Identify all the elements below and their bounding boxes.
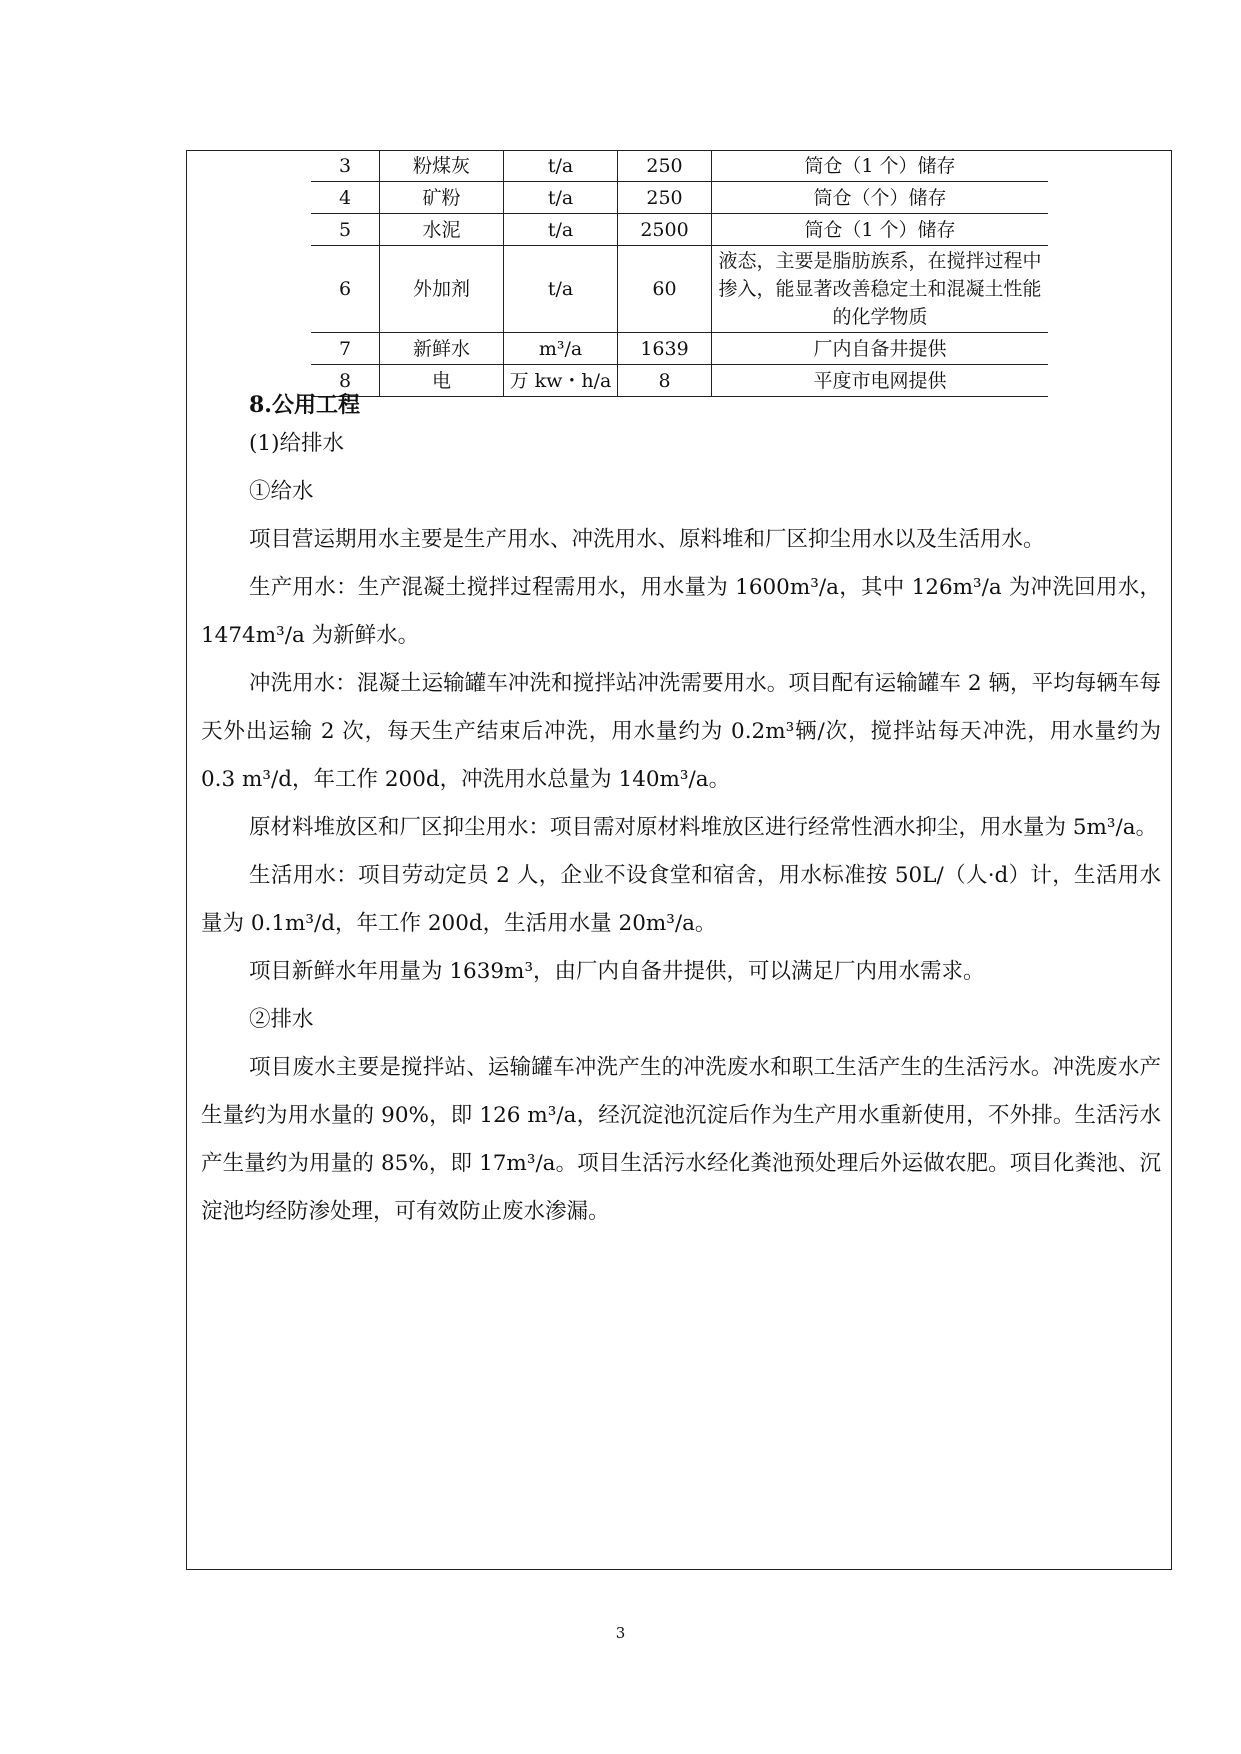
table-row bbox=[311, 214, 1048, 246]
material-name: 粉煤灰 bbox=[380, 150, 504, 182]
row-number: 3 bbox=[311, 150, 380, 182]
paragraph: 项目新鲜水年用量为 1639m³，由厂内自备井提供，可以满足厂内用水需求。 bbox=[249, 959, 985, 984]
material-quantity: 2500 bbox=[618, 214, 712, 246]
material-name: 水泥 bbox=[380, 214, 504, 246]
subsection-heading: (1)给排水 bbox=[249, 431, 344, 456]
row-number: 4 bbox=[311, 182, 380, 214]
utility-section bbox=[201, 390, 1161, 1236]
water-supply-heading: ①给水 bbox=[249, 479, 314, 504]
section-title: 8.公用工程 bbox=[249, 392, 360, 418]
material-name: 电 bbox=[380, 365, 504, 397]
material-name: 矿粉 bbox=[380, 182, 504, 214]
paragraph: 原材料堆放区和厂区抑尘用水：项目需对原材料堆放区进行经常性洒水抑尘，用水量为 5m³/a。 bbox=[249, 815, 1158, 840]
material-quantity: 1639 bbox=[618, 333, 712, 365]
row-number: 6 bbox=[311, 246, 380, 333]
paragraph: 冲洗用水：混凝土运输罐车冲洗和搅拌站冲洗需要用水。项目配有运输罐车 2 辆，平均每辆车每天外出运输 2 次，每天生产结束后冲洗，用水量约为 0.2m³辆/次，搅拌站每天冲洗，用水量约为 0.3 m³/d，年工作 200d，冲洗用水总量为 140m³/a。 bbox=[201, 671, 1161, 792]
table-row bbox=[311, 150, 1048, 182]
material-note: 厂内自备井提供 bbox=[712, 333, 1049, 365]
paragraph: 项目废水主要是搅拌站、运输罐车冲洗产生的冲洗废水和职工生活产生的生活污水。冲洗废水产生量约为用水量的 90%，即 126 m³/a，经沉淀池沉淀后作为生产用水重新使用，不外排。生活污水产生量约为用量的 85%，即 17m³/a。项目生活污水经化粪池预处理后外运做农肥。项目化粪池、沉淀池均经防渗处理，可有效防止废水渗漏。 bbox=[201, 1055, 1161, 1224]
material-name: 新鲜水 bbox=[380, 333, 504, 365]
material-unit: t/a bbox=[504, 182, 618, 214]
material-unit: t/a bbox=[504, 150, 618, 182]
material-unit: m³/a bbox=[504, 333, 618, 365]
table-row bbox=[311, 333, 1048, 365]
material-note: 筒仓（1 个）储存 bbox=[712, 214, 1049, 246]
table-row bbox=[311, 182, 1048, 214]
material-quantity: 250 bbox=[618, 150, 712, 182]
material-unit: 万 kw・h/a bbox=[504, 365, 618, 397]
material-note: 筒仓（个）储存 bbox=[712, 182, 1049, 214]
material-note: 液态，主要是脂肪族系，在搅拌过程中掺入，能显著改善稳定土和混凝土性能的化学物质 bbox=[712, 246, 1049, 333]
material-note: 筒仓（1 个）储存 bbox=[712, 150, 1049, 182]
material-quantity: 8 bbox=[618, 365, 712, 397]
table-row bbox=[311, 246, 1048, 333]
drainage-heading: ②排水 bbox=[249, 1007, 314, 1032]
material-name: 外加剂 bbox=[380, 246, 504, 333]
row-number: 5 bbox=[311, 214, 380, 246]
material-quantity: 250 bbox=[618, 182, 712, 214]
paragraph: 项目营运期用水主要是生产用水、冲洗用水、原料堆和厂区抑尘用水以及生活用水。 bbox=[249, 527, 1045, 552]
paragraph: 生产用水：生产混凝土搅拌过程需用水，用水量为 1600m³/a，其中 126m³/a 为冲洗回用水，1474m³/a 为新鲜水。 bbox=[201, 575, 1161, 648]
row-number: 8 bbox=[311, 365, 380, 397]
material-unit: t/a bbox=[504, 246, 618, 333]
page-number: 3 bbox=[615, 1624, 626, 1642]
material-quantity: 60 bbox=[618, 246, 712, 333]
material-unit: t/a bbox=[504, 214, 618, 246]
materials-table bbox=[311, 150, 1048, 397]
row-number: 7 bbox=[311, 333, 380, 365]
paragraph: 生活用水：项目劳动定员 2 人，企业不设食堂和宿舍，用水标准按 50L/（人·d）计，生活用水量为 0.1m³/d，年工作 200d，生活用水量 20m³/a。 bbox=[201, 863, 1161, 936]
material-note: 平度市电网提供 bbox=[712, 365, 1049, 397]
